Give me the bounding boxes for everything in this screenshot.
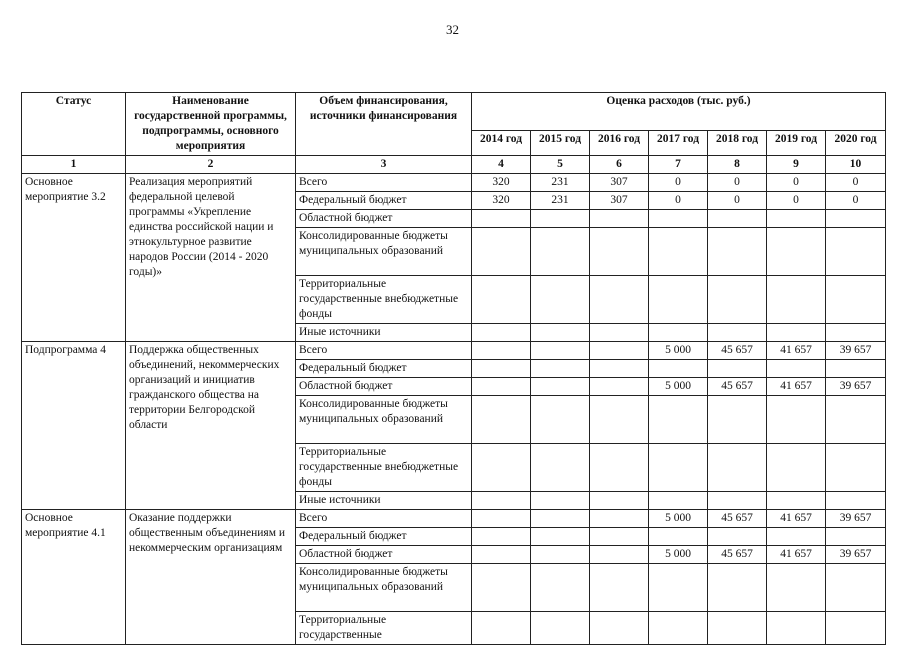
header-year: 2014 год [472, 130, 531, 155]
value-cell [472, 510, 531, 528]
value-cell [826, 228, 886, 276]
value-cell: 41 657 [767, 510, 826, 528]
value-cell: 0 [708, 192, 767, 210]
group-name: Поддержка общественных объединений, некоммерческих организаций и инициатив гражданского общества на территории Белгородской области [126, 342, 296, 510]
value-cell: 0 [826, 174, 886, 192]
budget-table [21, 92, 886, 645]
header-name: Наименование государственной программы, подпрограммы, основного мероприятия [126, 93, 296, 156]
value-cell: 5 000 [649, 546, 708, 564]
column-number: 4 [472, 156, 531, 174]
value-cell: 45 657 [708, 378, 767, 396]
value-cell [590, 546, 649, 564]
value-cell: 307 [590, 174, 649, 192]
value-cell [826, 324, 886, 342]
header-year: 2016 год [590, 130, 649, 155]
value-cell: 231 [531, 192, 590, 210]
header-year: 2017 год [649, 130, 708, 155]
value-cell: 231 [531, 174, 590, 192]
source-cell: Иные источники [296, 492, 472, 510]
value-cell: 39 657 [826, 378, 886, 396]
group-status: Основное мероприятие 3.2 [22, 174, 126, 342]
source-cell: Иные источники [296, 324, 472, 342]
value-cell [531, 360, 590, 378]
value-cell [767, 396, 826, 444]
value-cell [767, 324, 826, 342]
value-cell [472, 546, 531, 564]
page-number: 32 [446, 22, 459, 37]
value-cell: 41 657 [767, 378, 826, 396]
value-cell [708, 528, 767, 546]
value-cell [590, 492, 649, 510]
source-cell: Всего [296, 342, 472, 360]
group-name: Реализация мероприятий федеральной целевой программы «Укрепление единства российской нации и этнокультурное развитие народов России (2014 - 2020 годы)» [126, 174, 296, 342]
value-cell: 0 [649, 192, 708, 210]
value-cell [708, 564, 767, 612]
table-row [22, 510, 886, 528]
source-cell: Территориальные государственные [296, 612, 472, 645]
source-cell: Областной бюджет [296, 378, 472, 396]
value-cell [649, 324, 708, 342]
value-cell [708, 444, 767, 492]
value-cell [590, 396, 649, 444]
value-cell: 0 [708, 174, 767, 192]
source-cell: Консолидированные бюджеты муниципальных образований [296, 396, 472, 444]
source-cell: Областной бюджет [296, 546, 472, 564]
source-cell: Федеральный бюджет [296, 528, 472, 546]
value-cell [767, 210, 826, 228]
source-cell: Всего [296, 510, 472, 528]
value-cell [649, 360, 708, 378]
value-cell: 0 [649, 174, 708, 192]
value-cell: 0 [767, 174, 826, 192]
value-cell [472, 396, 531, 444]
value-cell [590, 528, 649, 546]
source-cell: Территориальные государственные внебюджетные фонды [296, 276, 472, 324]
header-status: Статус [22, 93, 126, 156]
column-number: 3 [296, 156, 472, 174]
value-cell [472, 228, 531, 276]
value-cell [826, 210, 886, 228]
value-cell: 39 657 [826, 342, 886, 360]
value-cell [767, 276, 826, 324]
source-cell: Консолидированные бюджеты муниципальных образований [296, 564, 472, 612]
value-cell [531, 510, 590, 528]
value-cell: 320 [472, 192, 531, 210]
value-cell [590, 564, 649, 612]
value-cell [472, 444, 531, 492]
value-cell [708, 360, 767, 378]
header-estimate: Оценка расходов (тыс. руб.) [472, 93, 886, 131]
value-cell: 5 000 [649, 378, 708, 396]
value-cell [472, 492, 531, 510]
value-cell [590, 510, 649, 528]
value-cell [531, 276, 590, 324]
value-cell [649, 276, 708, 324]
value-cell [472, 324, 531, 342]
value-cell [472, 528, 531, 546]
group-status: Подпрограмма 4 [22, 342, 126, 510]
value-cell [590, 342, 649, 360]
value-cell [531, 396, 590, 444]
source-cell: Федеральный бюджет [296, 192, 472, 210]
value-cell [767, 528, 826, 546]
value-cell [472, 378, 531, 396]
value-cell: 307 [590, 192, 649, 210]
table-row [22, 174, 886, 192]
value-cell [649, 528, 708, 546]
value-cell [767, 492, 826, 510]
value-cell [590, 228, 649, 276]
value-cell [531, 228, 590, 276]
value-cell [826, 444, 886, 492]
source-cell: Консолидированные бюджеты муниципальных образований [296, 228, 472, 276]
value-cell [590, 360, 649, 378]
value-cell: 41 657 [767, 342, 826, 360]
column-number: 2 [126, 156, 296, 174]
value-cell [531, 492, 590, 510]
value-cell: 45 657 [708, 510, 767, 528]
value-cell: 45 657 [708, 546, 767, 564]
value-cell [826, 528, 886, 546]
value-cell [649, 492, 708, 510]
value-cell [472, 210, 531, 228]
group-name: Оказание поддержки общественным объединениям и некоммерческим организациям [126, 510, 296, 645]
value-cell: 45 657 [708, 342, 767, 360]
value-cell [531, 564, 590, 612]
value-cell [826, 276, 886, 324]
value-cell: 5 000 [649, 342, 708, 360]
value-cell: 41 657 [767, 546, 826, 564]
column-number: 9 [767, 156, 826, 174]
value-cell: 5 000 [649, 510, 708, 528]
value-cell [708, 396, 767, 444]
value-cell [649, 228, 708, 276]
source-cell: Федеральный бюджет [296, 360, 472, 378]
table-row [22, 342, 886, 360]
source-cell: Всего [296, 174, 472, 192]
value-cell [531, 342, 590, 360]
header-year: 2020 год [826, 130, 886, 155]
value-cell [531, 546, 590, 564]
source-cell: Областной бюджет [296, 210, 472, 228]
value-cell [767, 564, 826, 612]
source-cell: Территориальные государственные внебюджетные фонды [296, 444, 472, 492]
value-cell [649, 396, 708, 444]
value-cell [826, 360, 886, 378]
header-year: 2015 год [531, 130, 590, 155]
value-cell [649, 564, 708, 612]
value-cell [649, 444, 708, 492]
column-number: 10 [826, 156, 886, 174]
value-cell [708, 492, 767, 510]
value-cell [767, 360, 826, 378]
value-cell [531, 324, 590, 342]
value-cell [531, 210, 590, 228]
value-cell [826, 564, 886, 612]
value-cell [708, 210, 767, 228]
value-cell: 320 [472, 174, 531, 192]
column-number: 8 [708, 156, 767, 174]
value-cell [531, 528, 590, 546]
column-number: 5 [531, 156, 590, 174]
value-cell [472, 342, 531, 360]
value-cell: 39 657 [826, 546, 886, 564]
header-source: Объем финансирования, источники финансирования [296, 93, 472, 156]
column-number: 1 [22, 156, 126, 174]
column-number: 6 [590, 156, 649, 174]
value-cell [590, 276, 649, 324]
header-year: 2019 год [767, 130, 826, 155]
value-cell: 39 657 [826, 510, 886, 528]
value-cell [472, 360, 531, 378]
value-cell [590, 444, 649, 492]
value-cell [531, 444, 590, 492]
value-cell [826, 396, 886, 444]
value-cell [708, 276, 767, 324]
value-cell: 0 [767, 192, 826, 210]
value-cell [708, 324, 767, 342]
value-cell [590, 378, 649, 396]
value-cell [767, 444, 826, 492]
value-cell [472, 564, 531, 612]
header-year: 2018 год [708, 130, 767, 155]
value-cell: 0 [826, 192, 886, 210]
value-cell [590, 210, 649, 228]
value-cell [708, 228, 767, 276]
value-cell [649, 210, 708, 228]
column-number: 7 [649, 156, 708, 174]
value-cell [590, 324, 649, 342]
value-cell [531, 378, 590, 396]
group-status: Основное мероприятие 4.1 [22, 510, 126, 645]
value-cell [767, 228, 826, 276]
value-cell [826, 492, 886, 510]
value-cell [472, 276, 531, 324]
